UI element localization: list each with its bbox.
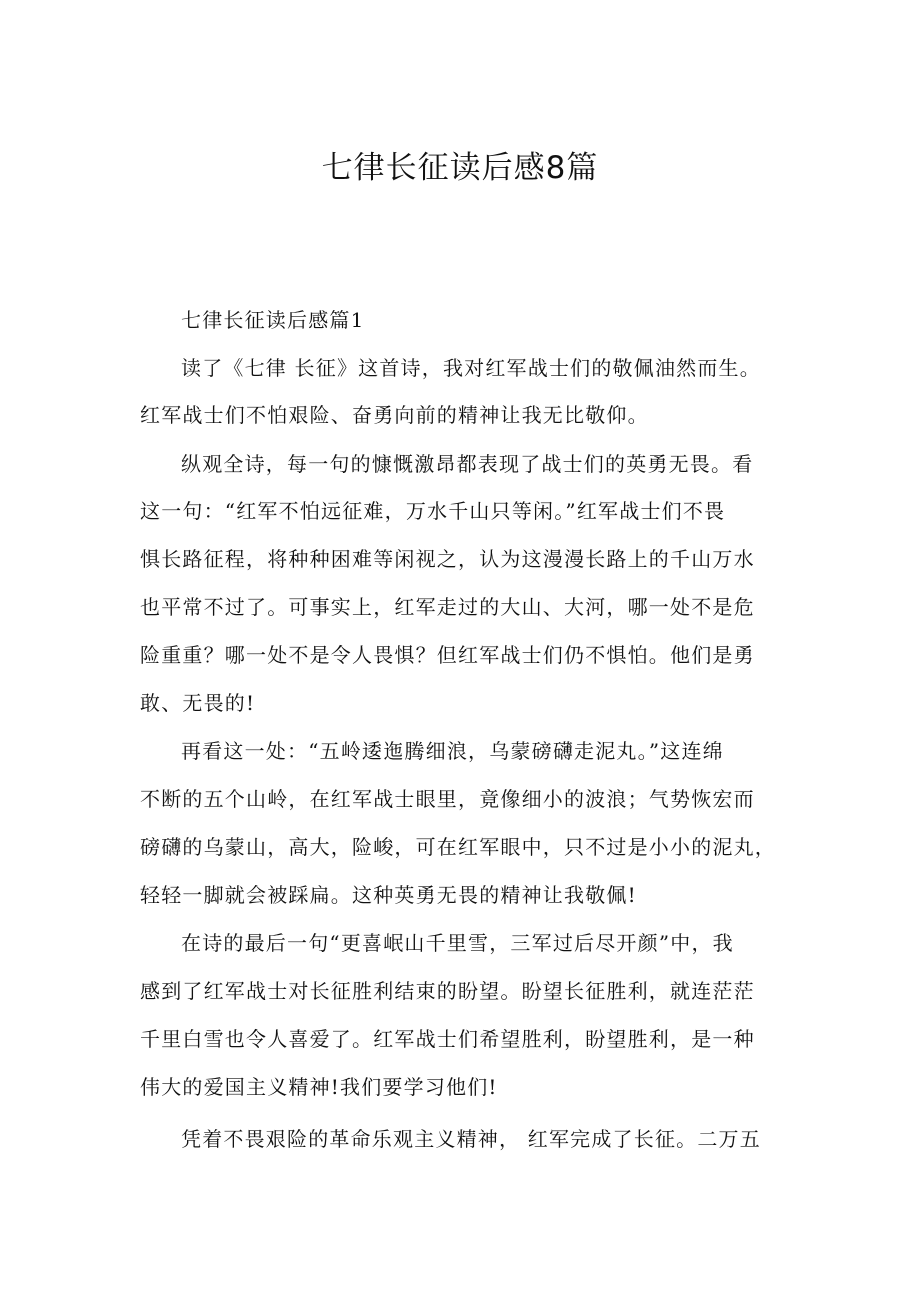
text-line: 在诗的最后一句“更喜岷山千里雪，三军过后尽开颜”中，我 bbox=[181, 931, 734, 955]
text-line: 读了《七律 长征》这首诗，我对红军战士们的敬佩油然而生。 bbox=[181, 356, 761, 380]
text-line: 轻轻一脚就会被踩扁。这种英勇无畏的精神让我敬佩! bbox=[140, 883, 637, 907]
text-line: 不断的五个山岭，在红军战士眼里，竟像细小的波浪；气势恢宏而 bbox=[140, 787, 755, 811]
text-line: 再看这一处：“五岭逶迤腾细浪，乌蒙磅礴走泥丸。”这连绵 bbox=[181, 739, 724, 763]
text-line: 千里白雪也令人喜爱了。红军战士们希望胜利，盼望胜利，是一种 bbox=[140, 1027, 755, 1051]
text-line: 敢、无畏的! bbox=[140, 691, 256, 715]
section-heading: 七律长征读后感篇1 bbox=[181, 308, 365, 332]
page-title: 七律长征读后感8篇 bbox=[321, 150, 599, 186]
text-line: 也平常不过了。可事实上，红军走过的大山、大河，哪一处不是危 bbox=[140, 595, 755, 619]
text-line: 惧长路征程，将种种困难等闲视之，认为这漫漫长路上的千山万水 bbox=[140, 547, 755, 571]
text-line: 伟大的爱国主义精神!我们要学习他们! bbox=[140, 1075, 498, 1099]
text-line: 纵观全诗，每一句的慷慨激昂都表现了战士们的英勇无畏。看 bbox=[181, 452, 754, 476]
text-line: 险重重？哪一处不是令人畏惧？但红军战士们仍不惧怕。他们是勇 bbox=[140, 643, 755, 667]
text-line: 感到了红军战士对长征胜利结束的盼望。盼望长征胜利，就连茫茫 bbox=[140, 979, 755, 1003]
text-line: 磅礴的乌蒙山，高大，险峻，可在红军眼中，只不过是小小的泥丸， bbox=[140, 835, 776, 859]
text-line: 这一句：“红军不怕远征难，万水千山只等闲。”红军战士们不畏 bbox=[140, 499, 726, 523]
text-line: 红军战士们不怕艰险、奋勇向前的精神让我无比敬仰。 bbox=[140, 403, 649, 427]
text-line: 凭着不畏艰险的革命乐观主义精神， 红军完成了长征。二万五 bbox=[181, 1127, 761, 1151]
